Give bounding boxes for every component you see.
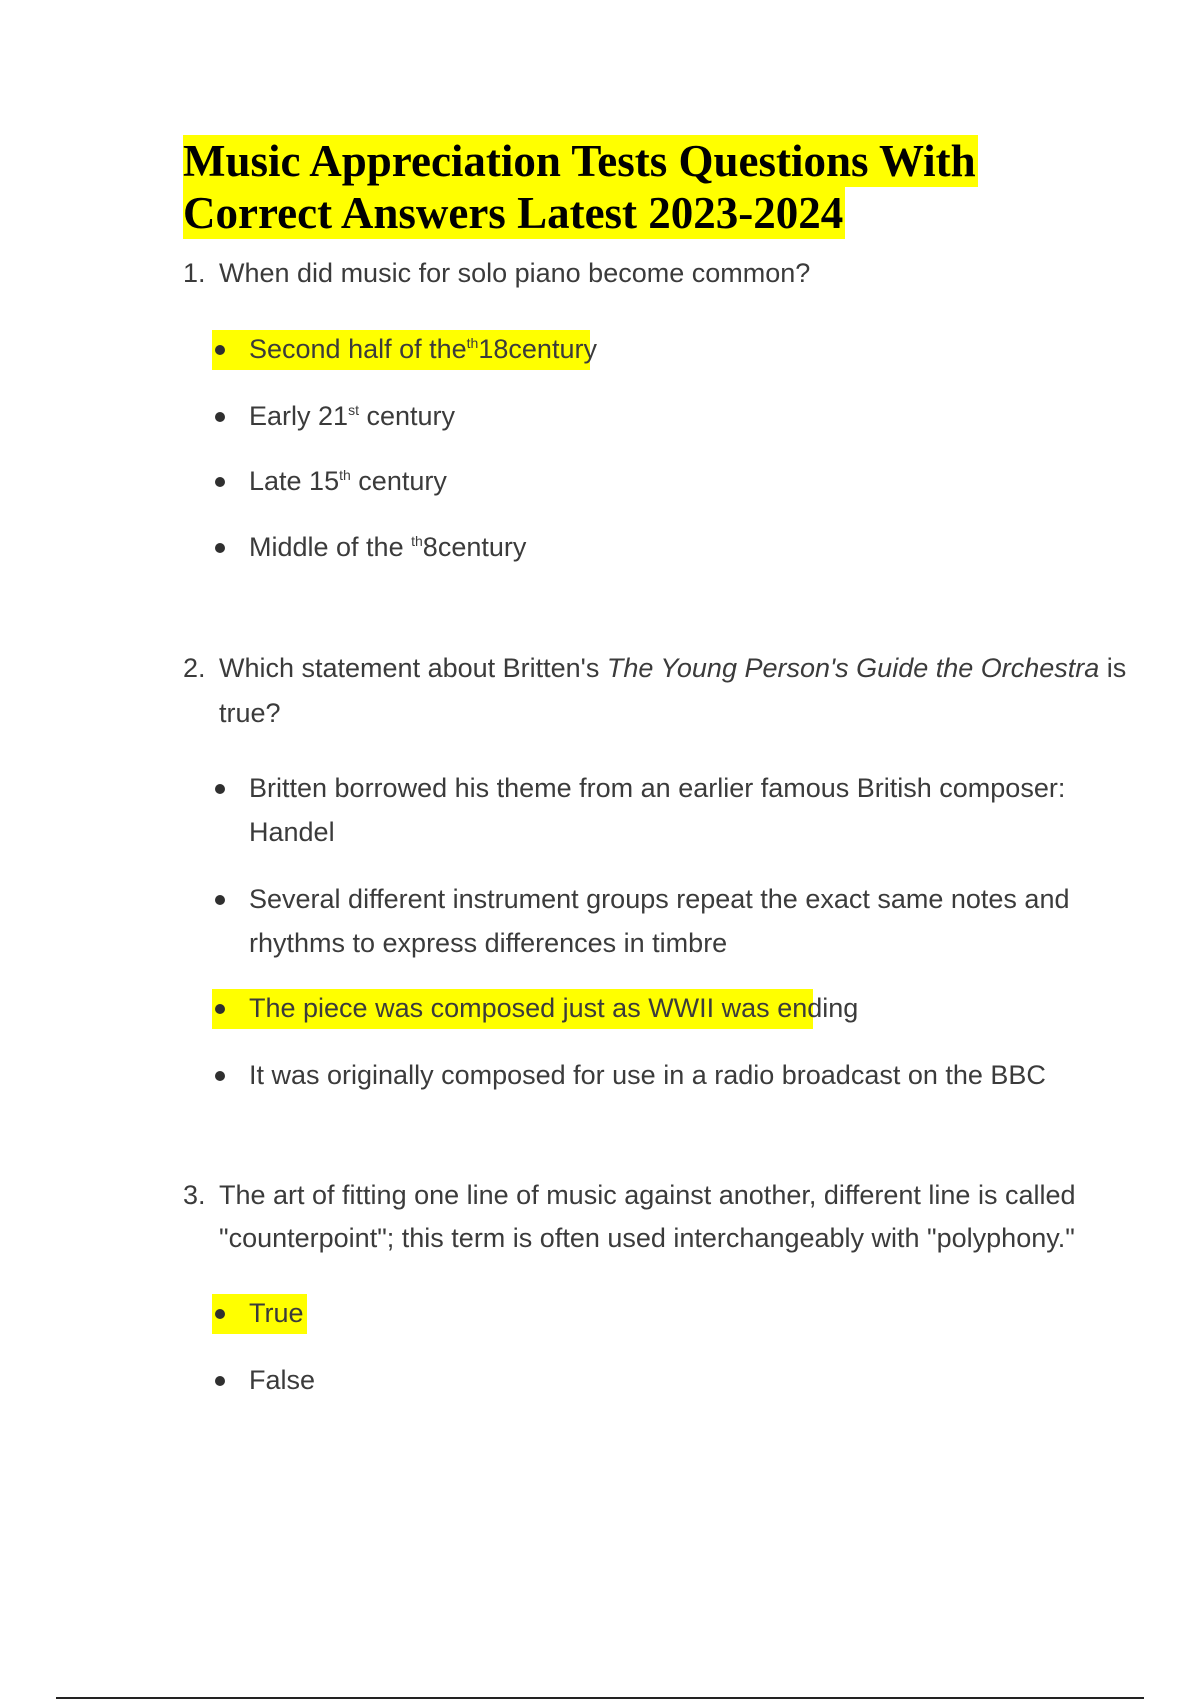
- answer-text: The piece was composed just as WWII was ending: [249, 993, 859, 1023]
- title-line-1: Music Appreciation Tests Questions With: [183, 136, 976, 186]
- bullet-icon: [215, 412, 225, 422]
- question-number: 2.: [183, 653, 206, 683]
- answer-text: Late 15th century: [249, 466, 447, 496]
- bullet-icon: [215, 543, 225, 553]
- answer-text: False: [249, 1365, 316, 1395]
- question-text-line-2: "counterpoint"; this term is often used interchangeably with "polyphony.": [219, 1223, 1075, 1253]
- answer-text: Early 21st century: [249, 401, 456, 431]
- question-text-line-2: true?: [219, 698, 281, 728]
- answer-text-line-2: Handel: [249, 817, 335, 847]
- bullet-icon: [215, 895, 225, 905]
- document-title: [183, 135, 1083, 239]
- bullet-icon: [215, 1309, 225, 1319]
- bullet-icon: [215, 1376, 225, 1386]
- footer-divider: [56, 1697, 1144, 1699]
- answer-text: Middle of the $^{th}$8century: [249, 532, 527, 562]
- bullet-icon: [215, 1004, 225, 1014]
- answer-text: Several different instrument groups repeat the exact same notes and: [249, 884, 1070, 914]
- question-text: Which statement about Britten's The Young Person's Guide the Orchestra is: [219, 653, 1127, 683]
- question-number: 3.: [183, 1180, 206, 1210]
- answer-text-line-2: rhythms to express differences in timbre: [249, 928, 728, 958]
- answer-text: Britten borrowed his theme from an earlier famous British composer:: [249, 773, 1066, 803]
- bullet-icon: [215, 345, 225, 355]
- question-number: 1.: [183, 258, 206, 288]
- answer-text: It was originally composed for use in a radio broadcast on the BBC: [249, 1060, 1046, 1090]
- bullet-icon: [215, 784, 225, 794]
- title-line-2: Correct Answers Latest 2023-2024: [183, 188, 844, 238]
- bullet-icon: [215, 477, 225, 487]
- bullet-icon: [215, 1071, 225, 1081]
- question-text: The art of fitting one line of music against another, different line is called: [219, 1180, 1076, 1210]
- answer-text: Second half of the$^{th}$18century: [249, 334, 597, 364]
- answer-text: True: [249, 1298, 304, 1328]
- question-text: When did music for solo piano become common?: [219, 258, 811, 288]
